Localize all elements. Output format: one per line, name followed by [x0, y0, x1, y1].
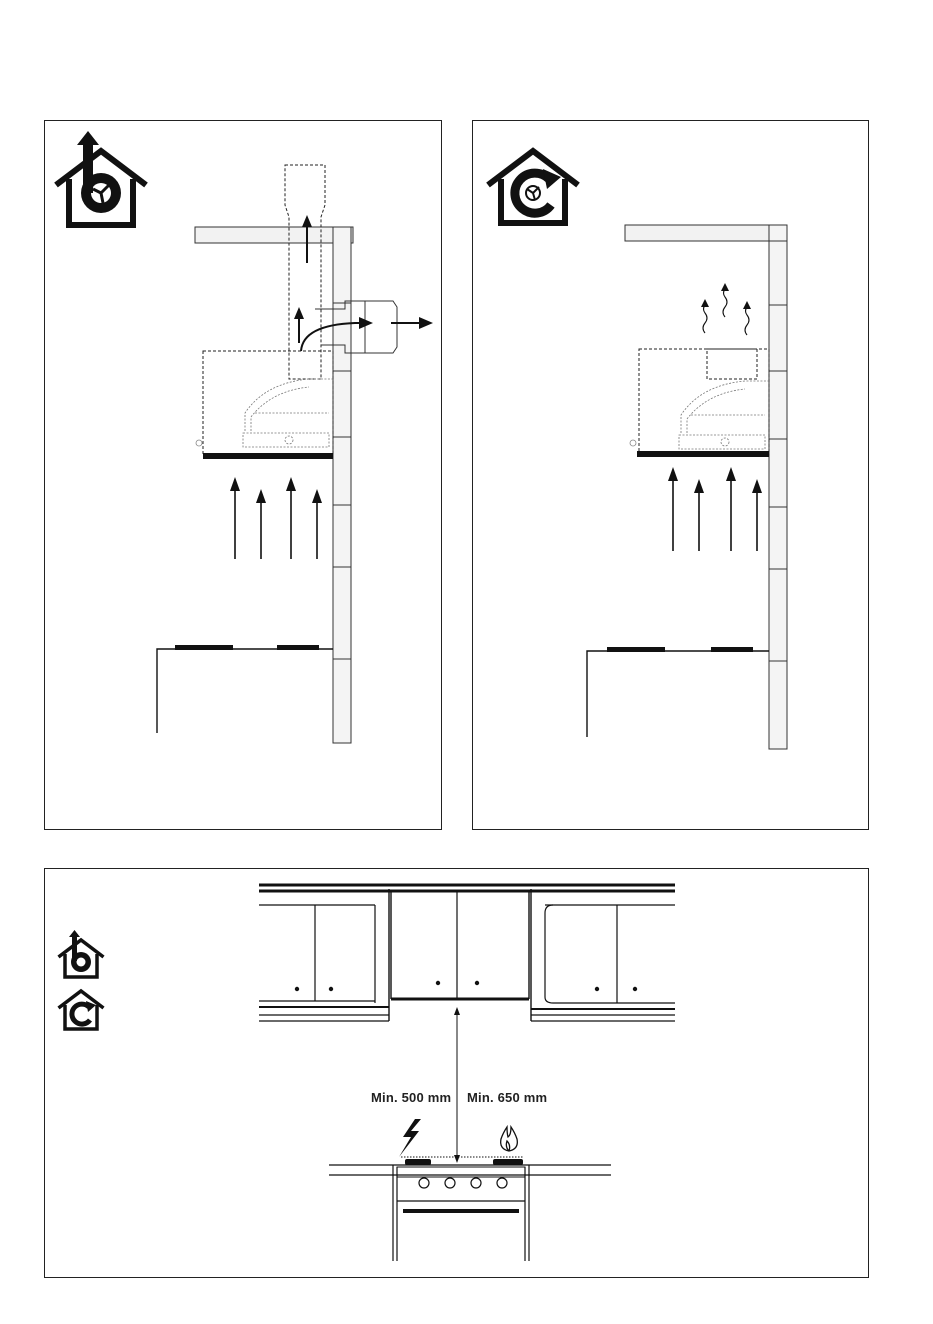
- ducted-extraction-panel: [44, 120, 442, 830]
- ducted-extraction-icon: [59, 930, 104, 977]
- installation-diagram: [45, 869, 870, 1279]
- recirculation-icon: [59, 991, 104, 1029]
- min-gas-label: Min. 650 mm: [467, 1090, 548, 1105]
- ducted-diagram: [45, 121, 443, 831]
- recirculation-icon: [488, 151, 578, 223]
- recirculation-diagram: [473, 121, 870, 831]
- wall-right: [769, 225, 787, 749]
- recirculation-panel: [472, 120, 869, 830]
- wall: [333, 227, 351, 743]
- lightning-icon: [399, 1119, 421, 1157]
- left-wall-cabinet: [259, 889, 389, 1021]
- min-electric-label: Min. 500 mm: [371, 1090, 452, 1105]
- installation-height-panel: [44, 868, 869, 1278]
- flame-icon: [501, 1127, 518, 1151]
- oven-handle: [403, 1209, 519, 1213]
- right-wall-cabinet: [531, 889, 675, 1021]
- ducted-extraction-icon: [56, 131, 146, 225]
- cooker: [397, 1167, 525, 1261]
- middle-wall-cabinet: [391, 891, 529, 999]
